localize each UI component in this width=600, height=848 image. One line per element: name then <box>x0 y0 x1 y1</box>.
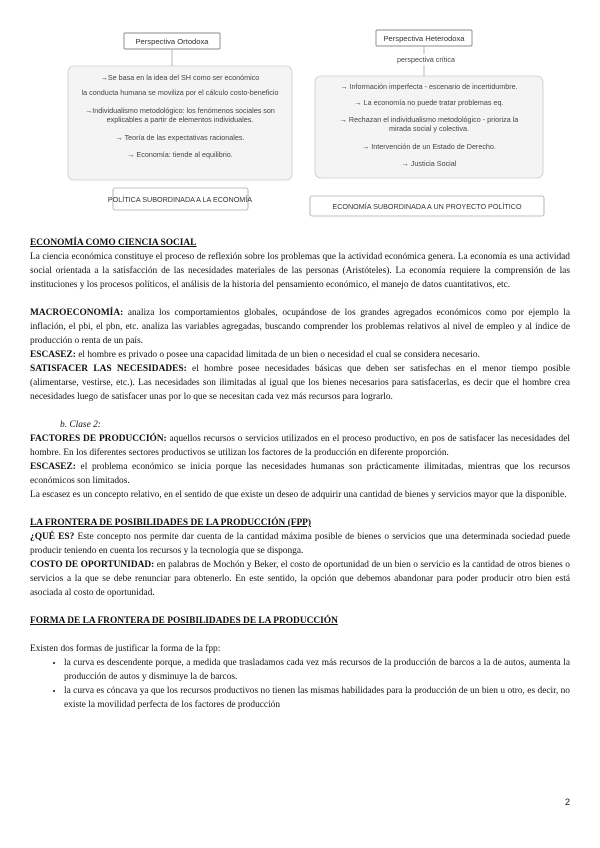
right-subtitle: perspectiva crítica <box>397 55 455 64</box>
term-satisfacer: SATISFACER LAS NECESIDADES: <box>30 364 187 374</box>
left-line-4: explicables a partir de elementos individuales. <box>106 115 254 124</box>
right-line-5: → Intervención de un Estado de Derecho. <box>362 142 496 151</box>
left-line-3: →Individualismo metodológico: los fenómenos sociales son <box>85 106 275 115</box>
left-line-1: →Se basa en la idea del SH como ser económico <box>100 73 260 82</box>
term-macroeconomia: MACROECONOMÍA: <box>30 308 124 318</box>
right-title: Perspectiva Heterodoxa <box>383 34 465 43</box>
document-body <box>30 236 570 712</box>
right-bottom-label: ECONOMÍA SUBORDINADA A UN PROYECTO POLÍTICO <box>332 202 522 211</box>
term-costo: COSTO DE OPORTUNIDAD: <box>30 560 155 570</box>
left-line-2: la conducta humana se moviliza por el cálculo costo-beneficio <box>81 88 279 97</box>
page-number: 2 <box>564 797 570 807</box>
right-line-3: → Rechazan el individualismo metodológico - prioriza la <box>339 115 519 124</box>
paragraph-economia: La ciencia económica constituye el proceso de reflexión sobre los problemas que la actividad económica genera. La economía es una actividad social orientada a la satisfacción de las necesidades materiales de las personas (Aristóteles). La economía requiere la comprensión de las instituciones y los procesos políticos, el análisis de la historia del pensamiento económico, el manejo de datos cuantitativos, etc. <box>30 252 570 290</box>
forma-bullet-list <box>30 656 570 712</box>
paragraph-forma-intro: Existen dos formas de justificar la forma de la fpp: <box>30 644 221 654</box>
paragraph-costo: COSTO DE OPORTUNIDAD: en palabras de Mochón y Beker, el costo de oportunidad de un bien o servicio es la cantidad de otros bienes o servicios a la que se debe renunciar para obtenerlo. En este sentido, la opción que debemos abandonar para poder producir otro bien está asociada al costo de oportunidad. <box>30 560 570 598</box>
list-item: • la curva es descendente porque, a medida que trasladamos cada vez más recursos de la producción de barcos a la de autos, aumenta la producción de autos y disminuye la de barcos. <box>64 656 570 684</box>
term-que-es: ¿QUÉ ES? <box>30 532 75 542</box>
right-line-1: → Información imperfecta - escenario de incertidumbre. <box>340 82 518 91</box>
section-heading-fpp: LA FRONTERA DE POSIBILIDADES DE LA PRODUCCIÓN (FPP) <box>30 518 312 528</box>
list-item: • la curva es cóncava ya que los recursos productivos no tienen las mismas habilidades para la producción de un bien u otro, es decir, no existe la movilidad perfecta de los factores de producción <box>64 684 570 712</box>
paragraph-escasez-1: ESCASEZ: el hombre es privado o posee una capacidad limitada de un bien o necesidad el cual se considera necesario. <box>30 350 480 360</box>
left-line-6: → Economía: tiende al equilibrio. <box>127 150 233 159</box>
paragraph-satisfacer: SATISFACER LAS NECESIDADES: el hombre posee necesidades básicas que deben ser satisfechas en el menor tiempo posible (alimentarse, vestirse, etc.). Las necesidades son ilimitadas al igual que los bienes necesarios para satisfacerlas, es decir que el hombre crea necesidades luego de satisfacer unas por lo que se necesitan cada vez más recursos para lograrlo. <box>30 364 571 402</box>
clase-label: b. Clase 2: <box>60 420 101 430</box>
left-title: Perspectiva Ortodoxa <box>135 37 209 46</box>
paragraph-factores: FACTORES DE PRODUCCIÓN: aquellos recursos o servicios utilizados en el proceso productivo, en pos de satisfacer las necesidades del hombre. En los diferentes sectores productivos se utilizan los factores de la producción en diferente proporción. <box>30 434 570 458</box>
paragraph-escasez-relativo: La escasez es un concepto relativo, en el sentido de que existe un deseo de adquirir una cantidad de bienes y servicios mayor que la disponible. <box>30 490 567 500</box>
right-line-4: mirada social y colectiva. <box>389 124 469 133</box>
left-line-5: → Teoría de las expectativas racionales. <box>115 133 245 142</box>
section-heading-economia: ECONOMÍA COMO CIENCIA SOCIAL <box>30 238 197 248</box>
paragraph-escasez-2: ESCASEZ: el problema económico se inicia porque las necesidades humanas son prácticamente ilimitadas, mientras que los recursos económicos son limitados. <box>30 462 570 486</box>
right-line-2: → La economía no puede tratar problemas eq. <box>354 98 504 107</box>
term-factores: FACTORES DE PRODUCCIÓN: <box>30 434 167 444</box>
paragraph-que-es: ¿QUÉ ES? Este concepto nos permite dar cuenta de la cantidad máxima posible de bienes o servicios que una determinada sociedad puede producir teniendo en cuenta los recursos y la tecnología que se disponga. <box>30 532 570 556</box>
paragraph-macroeconomia: MACROECONOMÍA: analiza los comportamientos globales, ocupándose de los grandes agregados económicos como por ejemplo la inflación, el pbi, el pbn, etc. analiza las variables agregadas, buscando comprender los problemas relativos al nivel de empleo y al índice de producción o renta de un país. <box>30 308 570 346</box>
term-escasez: ESCASEZ: <box>30 350 76 360</box>
term-escasez-2: ESCASEZ: <box>30 462 76 472</box>
section-heading-forma: FORMA DE LA FRONTERA DE POSIBILIDADES DE LA PRODUCCIÓN <box>30 616 338 626</box>
right-line-6: → Justicia Social <box>401 159 457 168</box>
perspectives-diagram <box>0 0 600 225</box>
left-bottom-label: POLÍTICA SUBORDINADA A LA ECONOMÍA <box>107 195 253 204</box>
